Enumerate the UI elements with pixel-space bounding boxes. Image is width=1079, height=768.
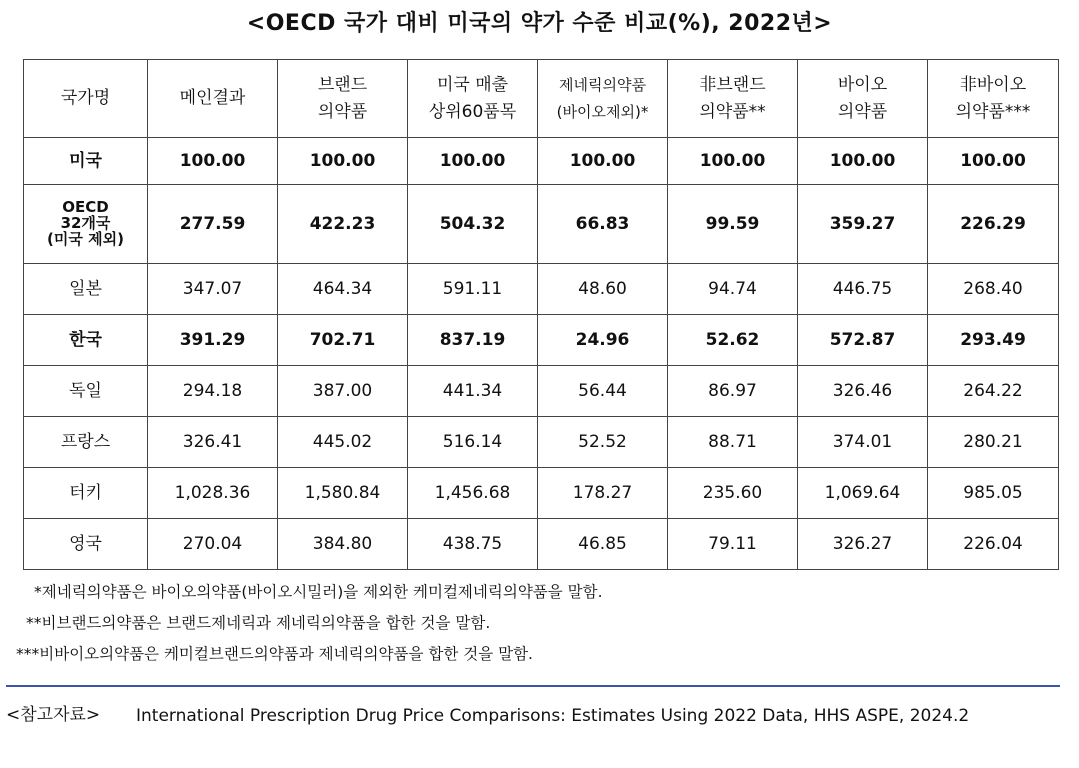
table-cell: 88.71 [668,417,798,468]
footnote-generic: *제네릭의약품은 바이오의약품(바이오시밀러)을 제외한 케미컬제네릭의약품을 말함. [34,583,603,601]
country-name: 프랑스 [24,417,148,468]
table-cell: 1,456.68 [408,468,538,519]
country-name: 독일 [24,366,148,417]
header-non-bio: 非바이오 의약품*** [928,60,1059,138]
table-cell: 441.34 [408,366,538,417]
table-row [24,366,1059,417]
table-cell: 504.32 [408,185,538,264]
country-name: 영국 [24,519,148,570]
table-cell: 48.60 [538,264,668,315]
table-cell: 46.85 [538,519,668,570]
table-cell: 1,069.64 [798,468,928,519]
table-cell: 464.34 [278,264,408,315]
table-cell: 94.74 [668,264,798,315]
footnote-non-brand: **비브랜드의약품은 브랜드제네릭과 제네릭의약품을 합한 것을 말함. [26,614,491,632]
table-cell: 1,580.84 [278,468,408,519]
table-cell: 56.44 [538,366,668,417]
table-row [24,468,1059,519]
table-cell: 387.00 [278,366,408,417]
table-cell: 66.83 [538,185,668,264]
table-cell: 226.29 [928,185,1059,264]
document-title: <OECD 국가 대비 미국의 약가 수준 비교(%), 2022년> [246,11,833,36]
table-cell: 293.49 [928,315,1059,366]
table-cell: 86.97 [668,366,798,417]
table-cell: 384.80 [278,519,408,570]
table-cell: 446.75 [798,264,928,315]
table-row [24,519,1059,570]
table-cell: 100.00 [668,138,798,185]
table-cell: 422.23 [278,185,408,264]
table-cell: 445.02 [278,417,408,468]
country-name: 일본 [24,264,148,315]
table-cell: 268.40 [928,264,1059,315]
header-brand-drugs: 브랜드 의약품 [278,60,408,138]
table-cell: 1,028.36 [148,468,278,519]
table-cell: 391.29 [148,315,278,366]
divider-line [6,685,1060,687]
table-cell: 24.96 [538,315,668,366]
table-cell: 516.14 [408,417,538,468]
table-cell: 985.05 [928,468,1059,519]
header-top60: 미국 매출 상위60품목 [408,60,538,138]
table-cell: 99.59 [668,185,798,264]
header-country: 국가명 [24,60,148,138]
country-name: 터키 [24,468,148,519]
table-cell: 326.46 [798,366,928,417]
table-cell: 100.00 [928,138,1059,185]
table-cell: 347.07 [148,264,278,315]
header-non-brand: 非브랜드 의약품** [668,60,798,138]
source-text: International Prescription Drug Price Comparisons: Estimates Using 2022 Data, HHS ASPE, 2024.2 [136,706,970,726]
table-cell: 359.27 [798,185,928,264]
table-cell: 264.22 [928,366,1059,417]
table-header-row [24,60,1059,138]
country-name: 미국 [24,138,148,185]
header-main-result: 메인결과 [148,60,278,138]
table-row [24,185,1059,264]
table-cell: 100.00 [148,138,278,185]
table-cell: 100.00 [408,138,538,185]
country-name: 한국 [24,315,148,366]
table-cell: 100.00 [798,138,928,185]
table-cell: 178.27 [538,468,668,519]
table-cell: 326.27 [798,519,928,570]
source-label: <참고자료> [6,705,101,725]
table-cell: 52.52 [538,417,668,468]
price-comparison-table [23,59,1059,570]
table-cell: 226.04 [928,519,1059,570]
table-cell: 702.71 [278,315,408,366]
table-cell: 52.62 [668,315,798,366]
table-cell: 100.00 [278,138,408,185]
header-bio: 바이오 의약품 [798,60,928,138]
table-cell: 277.59 [148,185,278,264]
table-row [24,264,1059,315]
table-cell: 438.75 [408,519,538,570]
table-cell: 837.19 [408,315,538,366]
table-cell: 591.11 [408,264,538,315]
table-cell: 374.01 [798,417,928,468]
table-cell: 326.41 [148,417,278,468]
table-cell: 100.00 [538,138,668,185]
table-cell: 280.21 [928,417,1059,468]
table-row [24,417,1059,468]
table-cell: 572.87 [798,315,928,366]
table-row [24,315,1059,366]
footnote-non-bio: ***비바이오의약품은 케미컬브랜드의약품과 제네릭의약품을 합한 것을 말함. [16,645,533,663]
header-generic: 제네릭의약품 (바이오제외)* [538,60,668,138]
table-cell: 294.18 [148,366,278,417]
table-row [24,138,1059,185]
table-cell: 270.04 [148,519,278,570]
table-cell: 79.11 [668,519,798,570]
table-cell: 235.60 [668,468,798,519]
country-name: OECD 32개국 (미국 제외) [24,185,148,264]
